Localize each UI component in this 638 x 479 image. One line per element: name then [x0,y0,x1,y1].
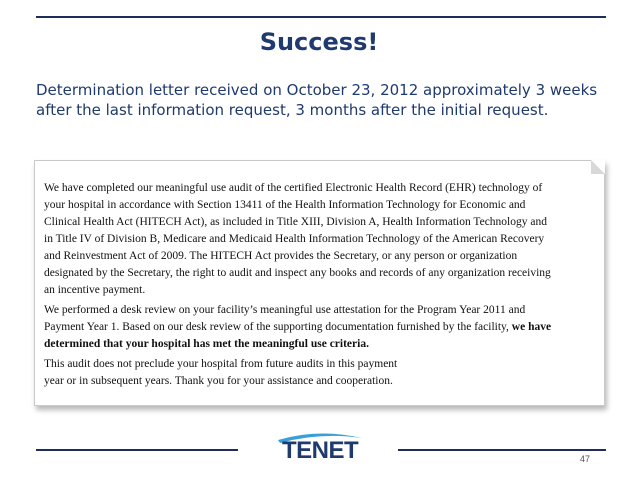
letter-text-normal: Payment Year 1. Based on our desk review of the supporting documentation furnished by the facility, [44,321,512,333]
letter-line: We performed a desk review on your facility’s meaningful use attestation for the Program Year 2011 and [44,304,526,316]
letter-paragraph-3 [44,356,596,390]
letter-excerpt-box [34,160,605,406]
footer-rule-left [36,449,238,451]
letter-line: and Reinvestment Act of 2009. The HITECH Act provides the Secretary, or any person or organization [44,250,518,262]
letter-line: designated by the Secretary, the right to audit and inspect any books and records of any organization receiving [44,267,551,279]
letter-text [44,180,596,393]
letter-line: your hospital in accordance with Section 13411 of the Health Information Technology for Economic and [44,199,526,211]
letter-line: Clinical Health Act (HITECH Act), as included in Title XIII, Division A, Health Information Technology and [44,216,547,228]
letter-line: We have completed our meaningful use audit of the certified Electronic Health Record (EHR) technology of [44,182,543,194]
subtitle-line-1: Determination letter received on October 23, 2012 approximately 3 weeks [36,81,598,99]
letter-paragraph-1 [44,180,596,299]
page-number: 47 [580,454,591,464]
letter-line: This audit does not preclude your hospital from future audits in this payment [44,358,398,370]
letter-line: year or in subsequent years. Thank you for your assistance and cooperation. [44,375,393,387]
letter-line: an incentive payment. [44,284,146,296]
footer-rule-right [398,449,606,451]
slide-subtitle [36,80,616,120]
letter-line-bold: determined that your hospital has met the meaningful use criteria. [44,338,369,350]
letter-text-bold: we have [511,321,552,333]
letter-paragraph-2 [44,302,596,353]
tenet-logo [270,432,368,468]
page-curl-corner [591,160,605,174]
letter-line-mixed [44,319,596,336]
slide-title: Success! [259,28,379,56]
letter-line: in Title IV of Division B, Medicare and Medicaid Health Information Technology of the American Recovery [44,233,545,245]
subtitle-line-2: after the last information request, 3 months after the initial request. [36,101,549,119]
top-divider [36,16,606,18]
logo-wordmark: TENET [282,437,359,464]
